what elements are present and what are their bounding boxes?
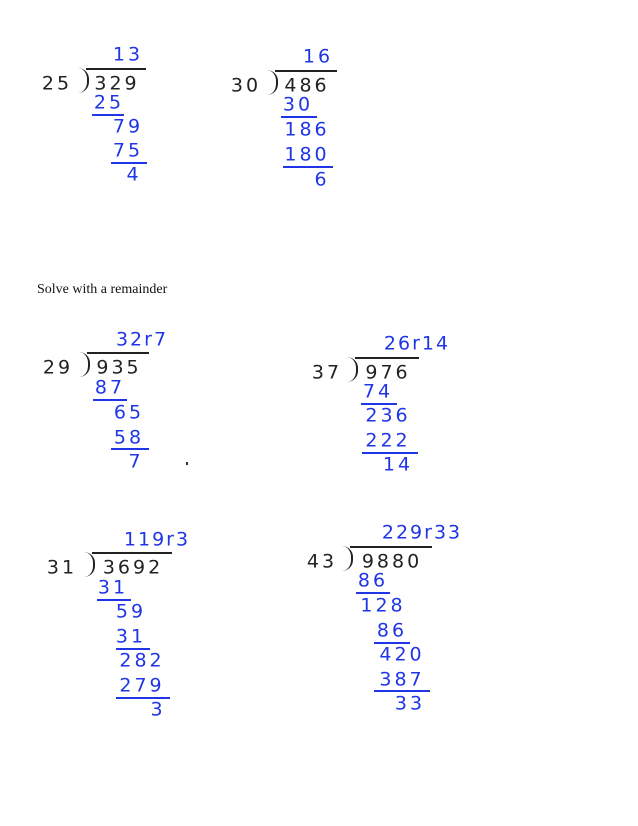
quotient: 229r33 [381, 521, 463, 544]
remainder: 7 [128, 450, 144, 473]
division-bracket [342, 546, 353, 571]
dividend: 9880 [361, 550, 423, 573]
work-step: 79 [112, 115, 144, 138]
divisor: 29 [42, 356, 74, 379]
divisor: 37 [311, 361, 343, 384]
division-bracket [267, 70, 278, 95]
vinculum [350, 546, 432, 548]
division-bracket [79, 352, 90, 377]
work-step: 31 [115, 625, 147, 648]
work-step: 31 [97, 576, 129, 599]
work-step: 180 [284, 143, 330, 166]
dividend: 935 [96, 356, 142, 379]
remainder: 4 [126, 163, 142, 186]
work-step: 236 [365, 404, 411, 427]
work-step: 420 [379, 643, 425, 666]
division-bracket [84, 552, 95, 577]
vinculum [86, 68, 146, 70]
vinculum [87, 352, 149, 354]
quotient: 32r7 [115, 328, 169, 351]
remainder: 14 [382, 453, 414, 476]
work-step: 282 [119, 649, 165, 672]
work-step: 222 [365, 429, 411, 452]
work-step: 65 [113, 401, 145, 424]
remainder: 33 [394, 692, 426, 715]
remainder: 6 [314, 168, 330, 191]
divisor: 25 [41, 72, 73, 95]
dividend: 329 [94, 72, 140, 95]
section-heading: Solve with a remainder [37, 282, 168, 297]
work-step: 74 [362, 380, 394, 403]
work-step: 30 [282, 93, 314, 116]
divisor: 43 [306, 550, 338, 573]
vinculum [275, 70, 337, 72]
vinculum [92, 552, 172, 554]
dividend: 3692 [102, 556, 164, 579]
dividend: 486 [284, 74, 330, 97]
work-step: 58 [113, 426, 145, 449]
divisor: 30 [230, 74, 262, 97]
stray-mark [186, 462, 188, 465]
work-step: 25 [93, 91, 125, 114]
work-step: 387 [379, 668, 425, 691]
quotient: 16 [302, 45, 334, 68]
divisor: 31 [46, 556, 78, 579]
division-bracket [347, 357, 358, 382]
work-step: 75 [112, 139, 144, 162]
work-step: 128 [360, 594, 406, 617]
work-step: 186 [284, 118, 330, 141]
quotient: 119r3 [123, 528, 191, 551]
work-step: 279 [119, 674, 165, 697]
work-step: 59 [115, 600, 147, 623]
dividend: 976 [365, 361, 411, 384]
work-step: 86 [376, 619, 408, 642]
remainder: 3 [150, 698, 166, 721]
quotient: 26r14 [383, 332, 451, 355]
quotient: 13 [112, 43, 144, 66]
division-bracket [78, 68, 89, 93]
work-step: 86 [357, 569, 389, 592]
work-step: 87 [94, 376, 126, 399]
vinculum [355, 357, 419, 359]
